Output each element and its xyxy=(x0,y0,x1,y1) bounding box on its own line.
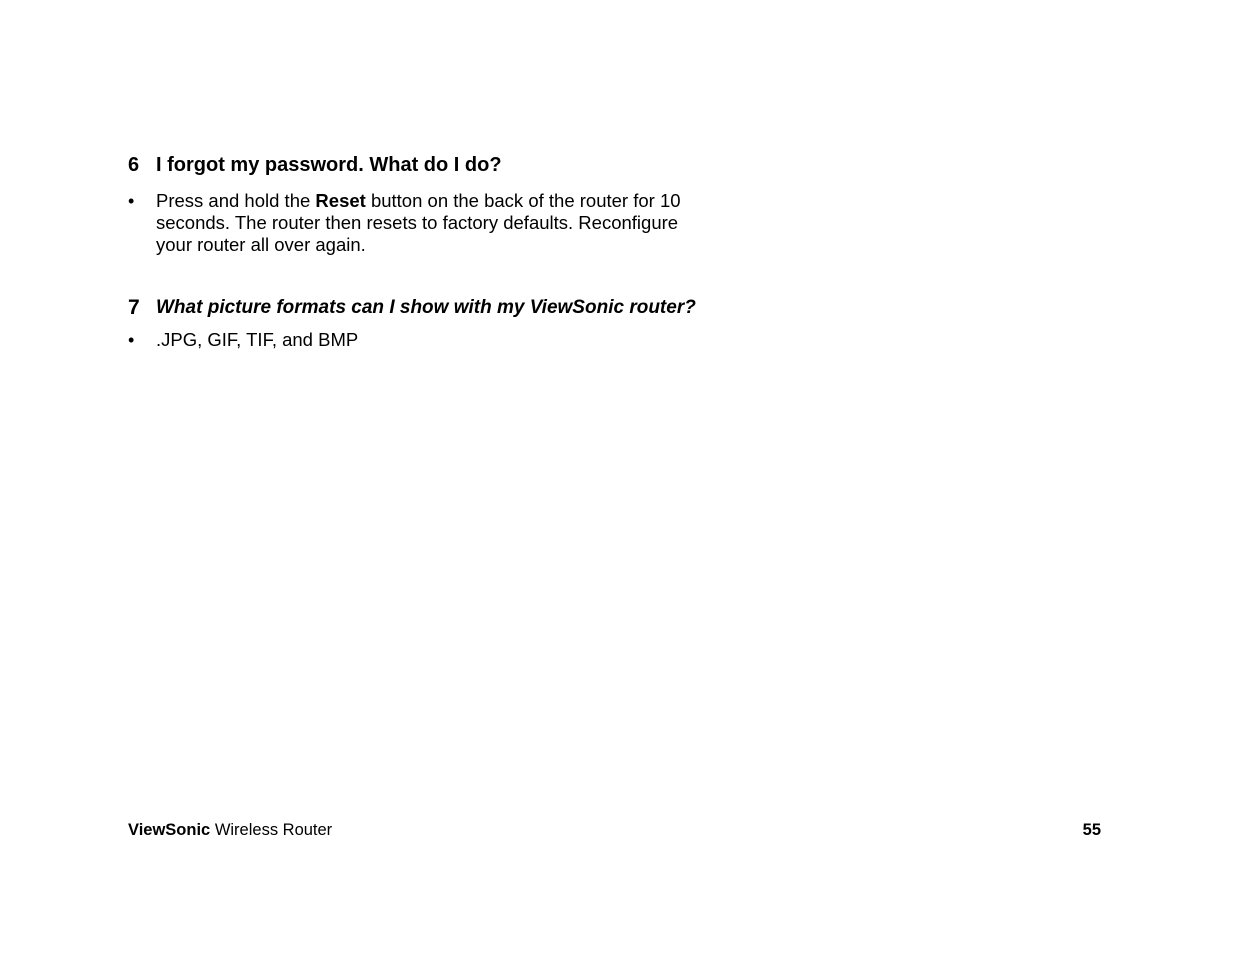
footer-brand: ViewSonic xyxy=(128,821,211,839)
question-row xyxy=(128,297,708,319)
page-footer xyxy=(128,820,1101,840)
question-number: 7 xyxy=(128,296,140,319)
footer-product: Wireless Router xyxy=(210,821,333,839)
answer-text-end: button on the back of the router for 10 seconds. The router then resets to factory defaults. Reconfigure your router all over again. xyxy=(156,190,681,255)
page-number: 55 xyxy=(1082,821,1101,839)
answer-text xyxy=(156,190,708,256)
reset-term: Reset xyxy=(315,190,366,211)
answer-row xyxy=(128,329,708,351)
faq-item-7 xyxy=(128,297,708,351)
answer-text-start: Press and hold the xyxy=(156,190,316,211)
faq-item-6 xyxy=(128,154,708,256)
question-title: I forgot my password. What do I do? xyxy=(156,154,502,176)
bullet-icon: • xyxy=(128,191,135,211)
question-number: 6 xyxy=(128,154,140,176)
answer-row xyxy=(128,190,708,256)
answer-text: .JPG, GIF, TIF, and BMP xyxy=(156,329,359,350)
question-row xyxy=(128,154,708,176)
question-title: What picture formats can I show with my ViewSonic router? xyxy=(156,297,696,318)
footer-title xyxy=(128,820,332,840)
bullet-icon: • xyxy=(128,330,135,350)
